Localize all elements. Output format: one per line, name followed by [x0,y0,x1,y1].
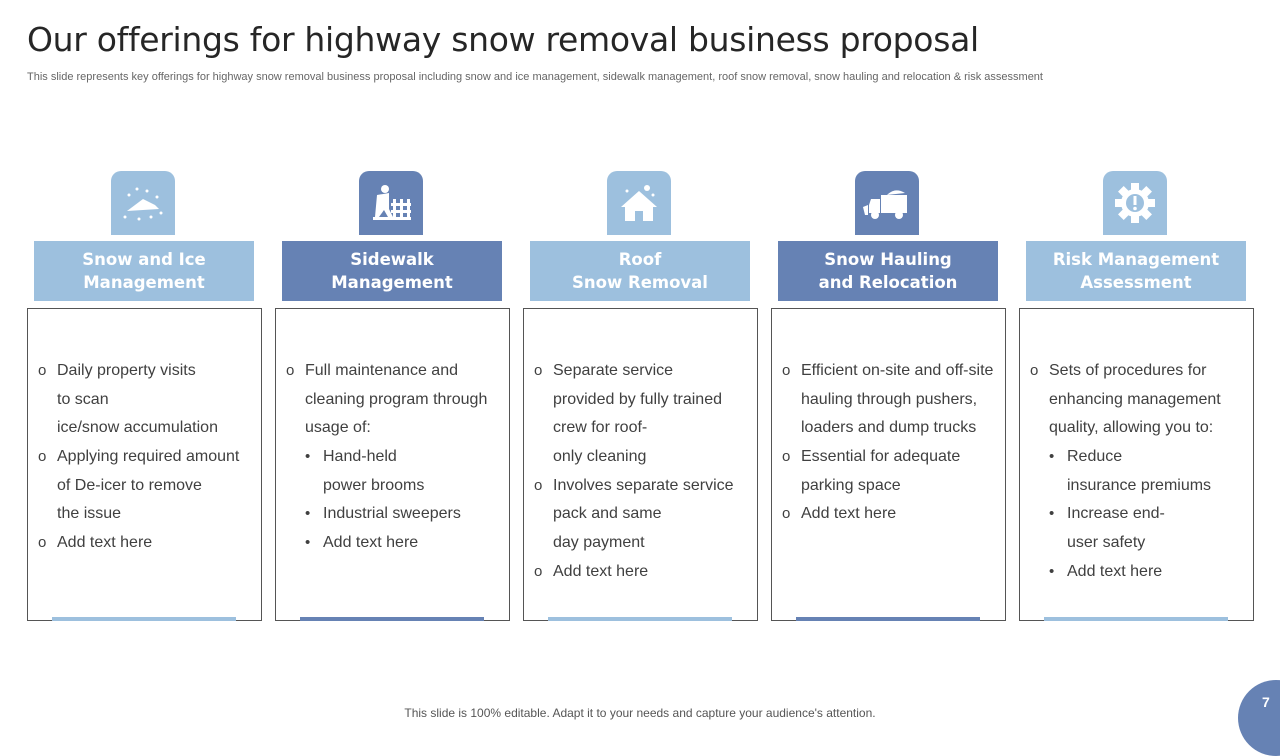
heading-line: Snow Hauling [824,250,952,269]
list-item-text: quality, allowing you to: [1049,419,1214,437]
offering-heading [778,241,998,301]
list-item-text: Full maintenance and [305,362,458,379]
dump-truck-icon [855,171,919,235]
list-item [772,443,1005,472]
list-item [524,500,757,529]
list-item-text: Industrial sweepers [323,505,461,523]
accent-bar [52,617,236,621]
list-item [276,529,509,558]
list-item [524,529,757,558]
list-item-text: hauling through pushers, [801,390,978,408]
list-item [1020,386,1253,415]
list-item-text: user safety [1067,534,1146,552]
list-item-text: Add text here [553,562,649,580]
list-item [276,357,509,386]
offering-details-box [27,308,262,621]
heading-line: Roof [618,250,662,269]
list-item-text: Efficient on-site and off-site [801,362,994,379]
list-item-text: Essential for adequate [801,448,961,466]
list-item [524,414,757,443]
list-item-text: Separate service [553,362,674,379]
list-item [772,357,1005,386]
list-item-text: Hand-held [323,448,397,466]
list-item [772,472,1005,501]
list-item-text: Add text here [801,505,897,523]
list-item-text: pack and same [553,505,662,523]
list-item-text: enhancing management [1049,390,1221,408]
offering-card [27,0,262,720]
offering-card [275,0,510,720]
page-subtitle: This slide represents key offerings for highway snow removal business proposal including snow and ice management, sidewalk management, roof snow removal, snow hauling and relocation & risk assessment [27,71,1043,83]
bullet-marker: o [38,448,47,466]
offering-card [771,0,1006,720]
heading-line: Snow Removal [572,273,708,292]
heading-line: Snow and Ice [82,250,206,269]
list-item-text: Add text here [57,534,153,552]
list-item [28,414,261,443]
offering-card [523,0,758,720]
list-item [1020,529,1253,558]
bullet-marker: • [1049,505,1055,523]
bullet-marker: • [1049,562,1055,580]
bullet-marker: o [782,505,791,523]
accent-bar [300,617,484,621]
bullet-marker: o [534,476,543,494]
page-title: Our offerings for highway snow removal business proposal [27,20,979,59]
list-item [276,443,509,472]
list-item [1020,472,1253,501]
list-item-text: Daily property visits [57,362,196,379]
bullet-marker: • [305,448,311,466]
bullet-marker: • [305,534,311,552]
list-item-text: Involves separate service [553,476,734,494]
list-item-text: parking space [801,476,901,494]
list-item-text: Reduce [1067,448,1123,466]
accent-bar [1044,617,1228,621]
heading-line: Management [331,273,453,292]
bullet-marker: o [534,362,543,379]
gear-warning-icon [1103,171,1167,235]
list-item-text: Add text here [323,534,419,552]
page-number: 7 [1262,694,1270,710]
list-item [524,386,757,415]
bullet-marker: o [534,562,543,580]
list-item [28,386,261,415]
list-item-text: Applying required amount [57,448,240,466]
list-item-text: to scan [57,390,109,408]
offering-heading [282,241,502,301]
list-item-text: only cleaning [553,448,647,466]
list-item [28,443,261,472]
list-item [524,357,757,386]
list-item-text: provided by fully trained [553,390,722,408]
list-item-text: the issue [57,505,122,523]
bullet-marker: • [305,505,311,523]
list-item-text: Sets of procedures for [1049,362,1207,379]
list-item [276,386,509,415]
list-item-text: crew for roof- [553,419,648,437]
accent-bar [796,617,980,621]
accent-bar [548,617,732,621]
bullet-marker: o [1030,362,1039,379]
list-item [772,414,1005,443]
list-item [28,472,261,501]
list-item-text: day payment [553,534,645,552]
offering-details-box [1019,308,1254,621]
offering-heading [34,241,254,301]
house-snow-icon [607,171,671,235]
list-item-text: loaders and dump trucks [801,419,977,437]
bullet-marker: o [38,362,47,379]
bullet-marker: • [1049,448,1055,466]
list-item [524,443,757,472]
list-item-text: cleaning program through [305,390,488,408]
offering-details-box [771,308,1006,621]
list-item [772,386,1005,415]
list-item-text: usage of: [305,419,371,437]
bullet-marker: o [782,448,791,466]
person-shoveling-icon [359,171,423,235]
footer-note: This slide is 100% editable. Adapt it to your needs and capture your audience's attention. [404,706,876,720]
heading-line: Sidewalk [350,250,434,269]
bullet-marker: o [782,362,791,379]
heading-line: Assessment [1080,273,1192,292]
offering-heading [1026,241,1246,301]
list-item-text: of De-icer to remove [57,476,202,494]
offering-details-box [523,308,758,621]
list-item [28,529,261,558]
offering-details-box [275,308,510,621]
list-item [1020,558,1253,587]
list-item [28,500,261,529]
snow-plow-icon [111,171,175,235]
list-item [524,558,757,587]
list-item [1020,443,1253,472]
offering-card [1019,0,1254,720]
list-item [1020,414,1253,443]
list-item-text: Increase end- [1067,505,1165,523]
list-item [276,500,509,529]
offering-heading [530,241,750,301]
list-item-text: power brooms [323,476,425,494]
list-item [1020,357,1253,386]
list-item-text: insurance premiums [1067,476,1212,494]
heading-line: Management [83,273,205,292]
list-item [1020,500,1253,529]
list-item [524,472,757,501]
list-item-text: Add text here [1067,562,1163,580]
list-item [772,500,1005,529]
bullet-marker: o [38,534,47,552]
list-item-text: ice/snow accumulation [57,419,218,437]
list-item [276,472,509,501]
list-item [276,414,509,443]
list-item [28,357,261,386]
bullet-marker: o [286,362,295,379]
heading-line: and Relocation [818,273,958,292]
heading-line: Risk Management [1052,250,1220,269]
